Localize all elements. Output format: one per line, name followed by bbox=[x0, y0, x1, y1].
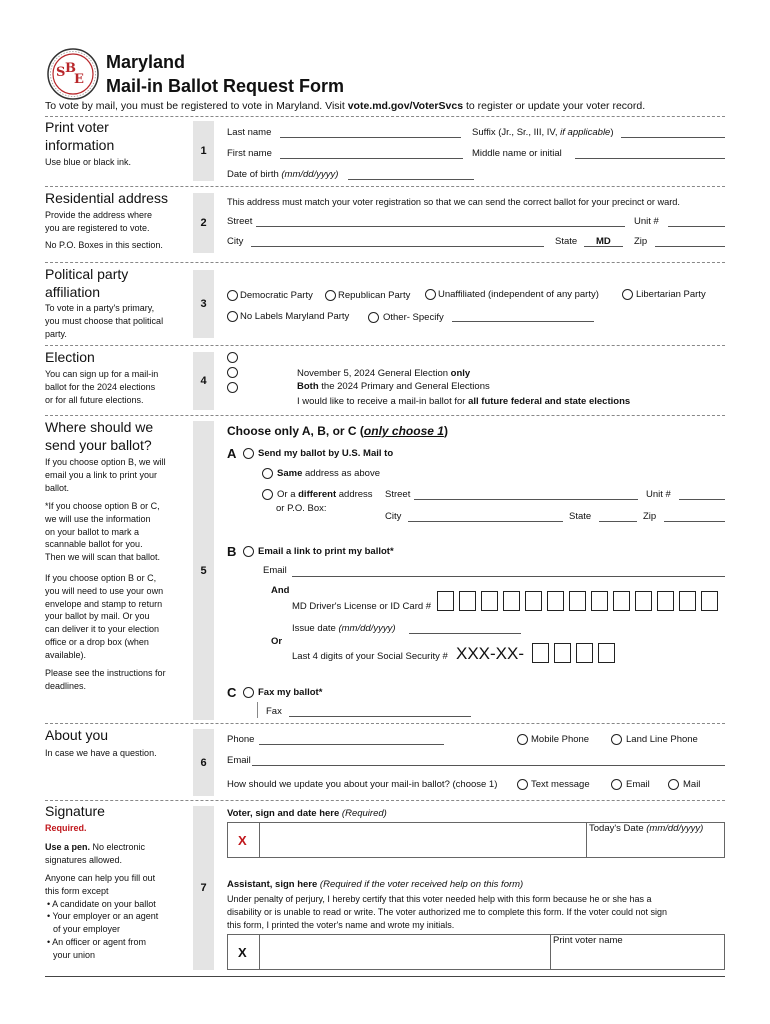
state-value: MD bbox=[596, 236, 611, 247]
print-voter-name-label[interactable]: Print voter name bbox=[553, 935, 623, 946]
zip-label: Zip bbox=[634, 236, 648, 247]
voter-signature-instruction: Voter, sign and date here (Required) bbox=[227, 808, 387, 819]
section-divider bbox=[45, 723, 725, 724]
first-name-label: First name bbox=[227, 148, 272, 159]
party-unaffiliated-radio[interactable] bbox=[425, 289, 436, 300]
update-email-label: Email bbox=[626, 779, 650, 790]
mail-unit-field[interactable] bbox=[679, 499, 725, 500]
ssn-label: Last 4 digits of your Social Security # bbox=[292, 651, 448, 662]
license-digit-box[interactable] bbox=[613, 591, 630, 611]
ssn-digit-box[interactable] bbox=[532, 643, 549, 663]
voter-signature-divider bbox=[259, 822, 260, 858]
mail-unit-label: Unit # bbox=[646, 489, 671, 500]
mail-street-field[interactable] bbox=[414, 499, 638, 500]
last-name-label: Last name bbox=[227, 127, 272, 138]
phone-field[interactable] bbox=[259, 744, 444, 745]
election-2024-both-radio[interactable] bbox=[227, 367, 238, 378]
section-divider bbox=[45, 345, 725, 346]
residential-intro: This address must match your voter registration so that we can send the correct ballot for your precinct or ward. bbox=[227, 197, 680, 207]
option-a-radio[interactable] bbox=[243, 448, 254, 459]
section-number-1: 1 bbox=[193, 121, 214, 181]
fax-label: Fax bbox=[266, 706, 282, 717]
option-b-email-label: Email bbox=[263, 565, 287, 576]
section-5-note-return: If you choose option B or C, you will need to use your own envelope and stamp to return your ballot by mail. Or you can deliver it to your election office or a drop box (when available). bbox=[45, 573, 164, 660]
update-text-radio[interactable] bbox=[517, 779, 528, 790]
suffix-field[interactable] bbox=[621, 137, 725, 138]
party-democratic-radio[interactable] bbox=[227, 290, 238, 301]
middle-name-field[interactable] bbox=[575, 158, 725, 159]
election-2024-general-radio[interactable] bbox=[227, 352, 238, 363]
ssn-digit-box[interactable] bbox=[554, 643, 571, 663]
party-libertarian-radio[interactable] bbox=[622, 289, 633, 300]
first-name-field[interactable] bbox=[280, 158, 463, 159]
section-number-4: 4 bbox=[193, 352, 214, 410]
middle-name-label: Middle name or initial bbox=[472, 148, 562, 159]
party-other-radio[interactable] bbox=[368, 312, 379, 323]
election-all-future-label: I would like to receive a mail-in ballot for all future federal and state elections bbox=[297, 396, 631, 407]
fax-field[interactable] bbox=[289, 716, 471, 717]
section-3-heading: Political party affiliation bbox=[45, 266, 129, 300]
dob-field[interactable] bbox=[348, 179, 474, 180]
license-digit-box[interactable] bbox=[547, 591, 564, 611]
form-title-state: Maryland bbox=[106, 52, 186, 72]
license-digit-box[interactable] bbox=[701, 591, 718, 611]
same-address-radio[interactable] bbox=[262, 468, 273, 479]
todays-date-label[interactable]: Today's Date (mm/dd/yyyy) bbox=[589, 823, 704, 834]
option-a-letter: A bbox=[227, 446, 237, 461]
section-divider bbox=[45, 800, 725, 801]
assistant-signature-instruction: Assistant, sign here (Required if the voter received help on this form) bbox=[227, 879, 524, 890]
assistant-signature-box[interactable] bbox=[227, 934, 725, 970]
option-a-label: Send my ballot by U.S. Mail to bbox=[258, 448, 394, 459]
section-divider bbox=[45, 186, 725, 187]
same-address-label: Same address as above bbox=[277, 468, 380, 479]
voter-signature-x: X bbox=[238, 833, 247, 848]
update-mail-label: Mail bbox=[683, 779, 701, 790]
different-address-label: Or a different address bbox=[277, 489, 373, 500]
update-mail-radio[interactable] bbox=[668, 779, 679, 790]
section-1-note: Use blue or black ink. bbox=[45, 157, 132, 167]
section-3-note: To vote in a party's primary, you must choose that political party. bbox=[45, 303, 164, 339]
election-2024-both-label: Both the 2024 Primary and General Elections bbox=[297, 381, 490, 392]
section-number-6: 6 bbox=[193, 729, 214, 796]
print-name-divider bbox=[550, 934, 551, 970]
ssn-mask: XXX-XX- bbox=[456, 644, 525, 663]
election-all-future-radio[interactable] bbox=[227, 382, 238, 393]
license-digit-box[interactable] bbox=[569, 591, 586, 611]
mail-street-label: Street bbox=[385, 489, 411, 500]
land-line-radio[interactable] bbox=[611, 734, 622, 745]
section-divider bbox=[45, 116, 725, 117]
ssn-digit-box[interactable] bbox=[598, 643, 615, 663]
option-c-letter: C bbox=[227, 685, 237, 700]
license-digit-box[interactable] bbox=[459, 591, 476, 611]
option-b-label: Email a link to print my ballot* bbox=[258, 546, 394, 557]
update-question: How should we update you about your mail-in ballot? (choose 1) bbox=[227, 779, 498, 790]
different-address-radio[interactable] bbox=[262, 489, 273, 500]
party-libertarian-label: Libertarian Party bbox=[636, 289, 706, 300]
state-field bbox=[584, 246, 623, 247]
signature-required: Required. bbox=[45, 823, 87, 833]
form-title: Mail-in Ballot Request Form bbox=[106, 76, 345, 96]
svg-text:E: E bbox=[74, 72, 84, 87]
fax-bracket bbox=[257, 702, 258, 718]
license-digit-box[interactable] bbox=[679, 591, 696, 611]
option-b-letter: B bbox=[227, 544, 237, 559]
and-label: And bbox=[271, 585, 290, 596]
mobile-phone-radio[interactable] bbox=[517, 734, 528, 745]
section-number-7: 7 bbox=[193, 806, 214, 970]
section-5-note-deadlines: Please see the instructions for deadlines. bbox=[45, 668, 166, 691]
section-4-heading: Election bbox=[45, 349, 95, 365]
mail-zip-label: Zip bbox=[643, 511, 657, 522]
sbe-seal-logo bbox=[47, 48, 99, 100]
choose-one-instruction: Choose only A, B, or C (only choose 1) bbox=[227, 424, 448, 438]
license-digit-box[interactable] bbox=[437, 591, 454, 611]
section-4-note: You can sign up for a mail-in ballot for the 2024 elections or for all future elections. bbox=[45, 369, 159, 405]
update-text-label: Text message bbox=[531, 779, 590, 790]
city-label: City bbox=[227, 236, 244, 247]
section-number-3: 3 bbox=[193, 270, 214, 338]
party-other-field[interactable] bbox=[452, 321, 594, 322]
suffix-label: Suffix (Jr., Sr., III, IV, if applicable) bbox=[472, 127, 614, 138]
license-digit-box[interactable] bbox=[635, 591, 652, 611]
bottom-rule bbox=[45, 976, 725, 977]
section-number-2: 2 bbox=[193, 193, 214, 253]
option-c-radio[interactable] bbox=[243, 687, 254, 698]
street-label: Street bbox=[227, 216, 253, 227]
residential-street-field[interactable] bbox=[256, 226, 625, 227]
update-email-radio[interactable] bbox=[611, 779, 622, 790]
dob-label: Date of birth (mm/dd/yyyy) bbox=[227, 169, 339, 180]
section-divider bbox=[45, 262, 725, 263]
svg-text:S: S bbox=[56, 65, 66, 80]
section-1-heading: Print voter information bbox=[45, 119, 115, 153]
intro-text: To vote by mail, you must be registered to vote in Maryland. Visit vote.md.gov/VoterSvcs to register or update your voter record. bbox=[45, 100, 646, 112]
license-digit-box[interactable] bbox=[481, 591, 498, 611]
issue-date-field[interactable] bbox=[409, 633, 521, 634]
party-no-labels-label: No Labels Maryland Party bbox=[240, 311, 350, 322]
section-number-5: 5 bbox=[193, 421, 214, 720]
po-box-label: or P.O. Box: bbox=[276, 503, 327, 514]
option-b-radio[interactable] bbox=[243, 546, 254, 557]
section-7-heading: Signature bbox=[45, 803, 105, 819]
assistant-signature-x: X bbox=[238, 945, 247, 960]
mail-state-field[interactable] bbox=[599, 521, 637, 522]
section-2-note: Provide the address where you are registered to vote. No P.O. Boxes in this section. bbox=[45, 210, 163, 250]
section-5-heading: Where should we send your ballot? bbox=[45, 419, 154, 453]
mail-city-field[interactable] bbox=[408, 521, 563, 522]
section-6-note: In case we have a question. bbox=[45, 748, 157, 758]
mail-city-label: City bbox=[385, 511, 402, 522]
contact-email-field[interactable] bbox=[252, 765, 725, 766]
mail-state-label: State bbox=[569, 511, 592, 522]
election-2024-general-label: November 5, 2024 General Election only bbox=[297, 368, 471, 379]
perjury-statement: Under penalty of perjury, I hereby certify that this voter needed help with this form because he or she has a disability or is unable to read or write. The voter authorized me to complete this form. If the voter could not sign this form, I printed the voter's name and wrote my initials. bbox=[227, 894, 668, 930]
party-other-label: Other- Specify bbox=[383, 312, 444, 323]
section-divider bbox=[45, 415, 725, 416]
land-line-label: Land Line Phone bbox=[626, 734, 698, 745]
ssn-digit-box[interactable] bbox=[576, 643, 593, 663]
pen-instruction: Use a pen. No electronic signatures allowed. bbox=[45, 842, 146, 865]
unit-label: Unit # bbox=[634, 216, 659, 227]
issue-date-label: Issue date (mm/dd/yyyy) bbox=[292, 623, 396, 634]
todays-date-divider bbox=[586, 822, 587, 858]
section-2-heading: Residential address bbox=[45, 190, 168, 206]
section-6-heading: About you bbox=[45, 727, 109, 743]
license-digit-box[interactable] bbox=[525, 591, 542, 611]
option-b-email-field[interactable] bbox=[292, 576, 725, 577]
residential-zip-field[interactable] bbox=[655, 246, 725, 247]
residential-unit-field[interactable] bbox=[668, 226, 725, 227]
mail-zip-field[interactable] bbox=[664, 521, 725, 522]
option-c-label: Fax my ballot* bbox=[258, 687, 323, 698]
party-republican-radio[interactable] bbox=[325, 290, 336, 301]
party-unaffiliated-label: Unaffiliated (independent of any party) bbox=[438, 289, 599, 300]
or-label: Or bbox=[271, 636, 283, 647]
section-5-note-scannable: *If you choose option B or C, we will use the information on your ballot to mark a scannable ballot for you. Then we will scan that ballot. bbox=[45, 501, 161, 563]
license-label: MD Driver's License or ID Card # bbox=[292, 601, 432, 612]
voter-services-link[interactable]: vote.md.gov/VoterSvcs bbox=[347, 100, 464, 112]
assistant-signature-divider bbox=[259, 934, 260, 970]
party-democratic-label: Democratic Party bbox=[240, 290, 313, 301]
license-digit-box[interactable] bbox=[591, 591, 608, 611]
contact-email-label: Email bbox=[227, 755, 251, 766]
license-digit-box[interactable] bbox=[503, 591, 520, 611]
phone-label: Phone bbox=[227, 734, 255, 745]
license-digit-box[interactable] bbox=[657, 591, 674, 611]
party-no-labels-radio[interactable] bbox=[227, 311, 238, 322]
state-label: State bbox=[555, 236, 578, 247]
section-5-note-email: If you choose option B, we will email you a link to print your ballot. bbox=[45, 457, 166, 493]
svg-text:B: B bbox=[65, 61, 76, 76]
helper-restrictions: Anyone can help you fill out this form except • A candidate on your ballot • Your employer or an agent of your employer • An officer or agent from your union bbox=[45, 873, 159, 960]
residential-city-field[interactable] bbox=[251, 246, 544, 247]
party-republican-label: Republican Party bbox=[338, 290, 411, 301]
last-name-field[interactable] bbox=[280, 137, 461, 138]
mobile-phone-label: Mobile Phone bbox=[531, 734, 590, 745]
